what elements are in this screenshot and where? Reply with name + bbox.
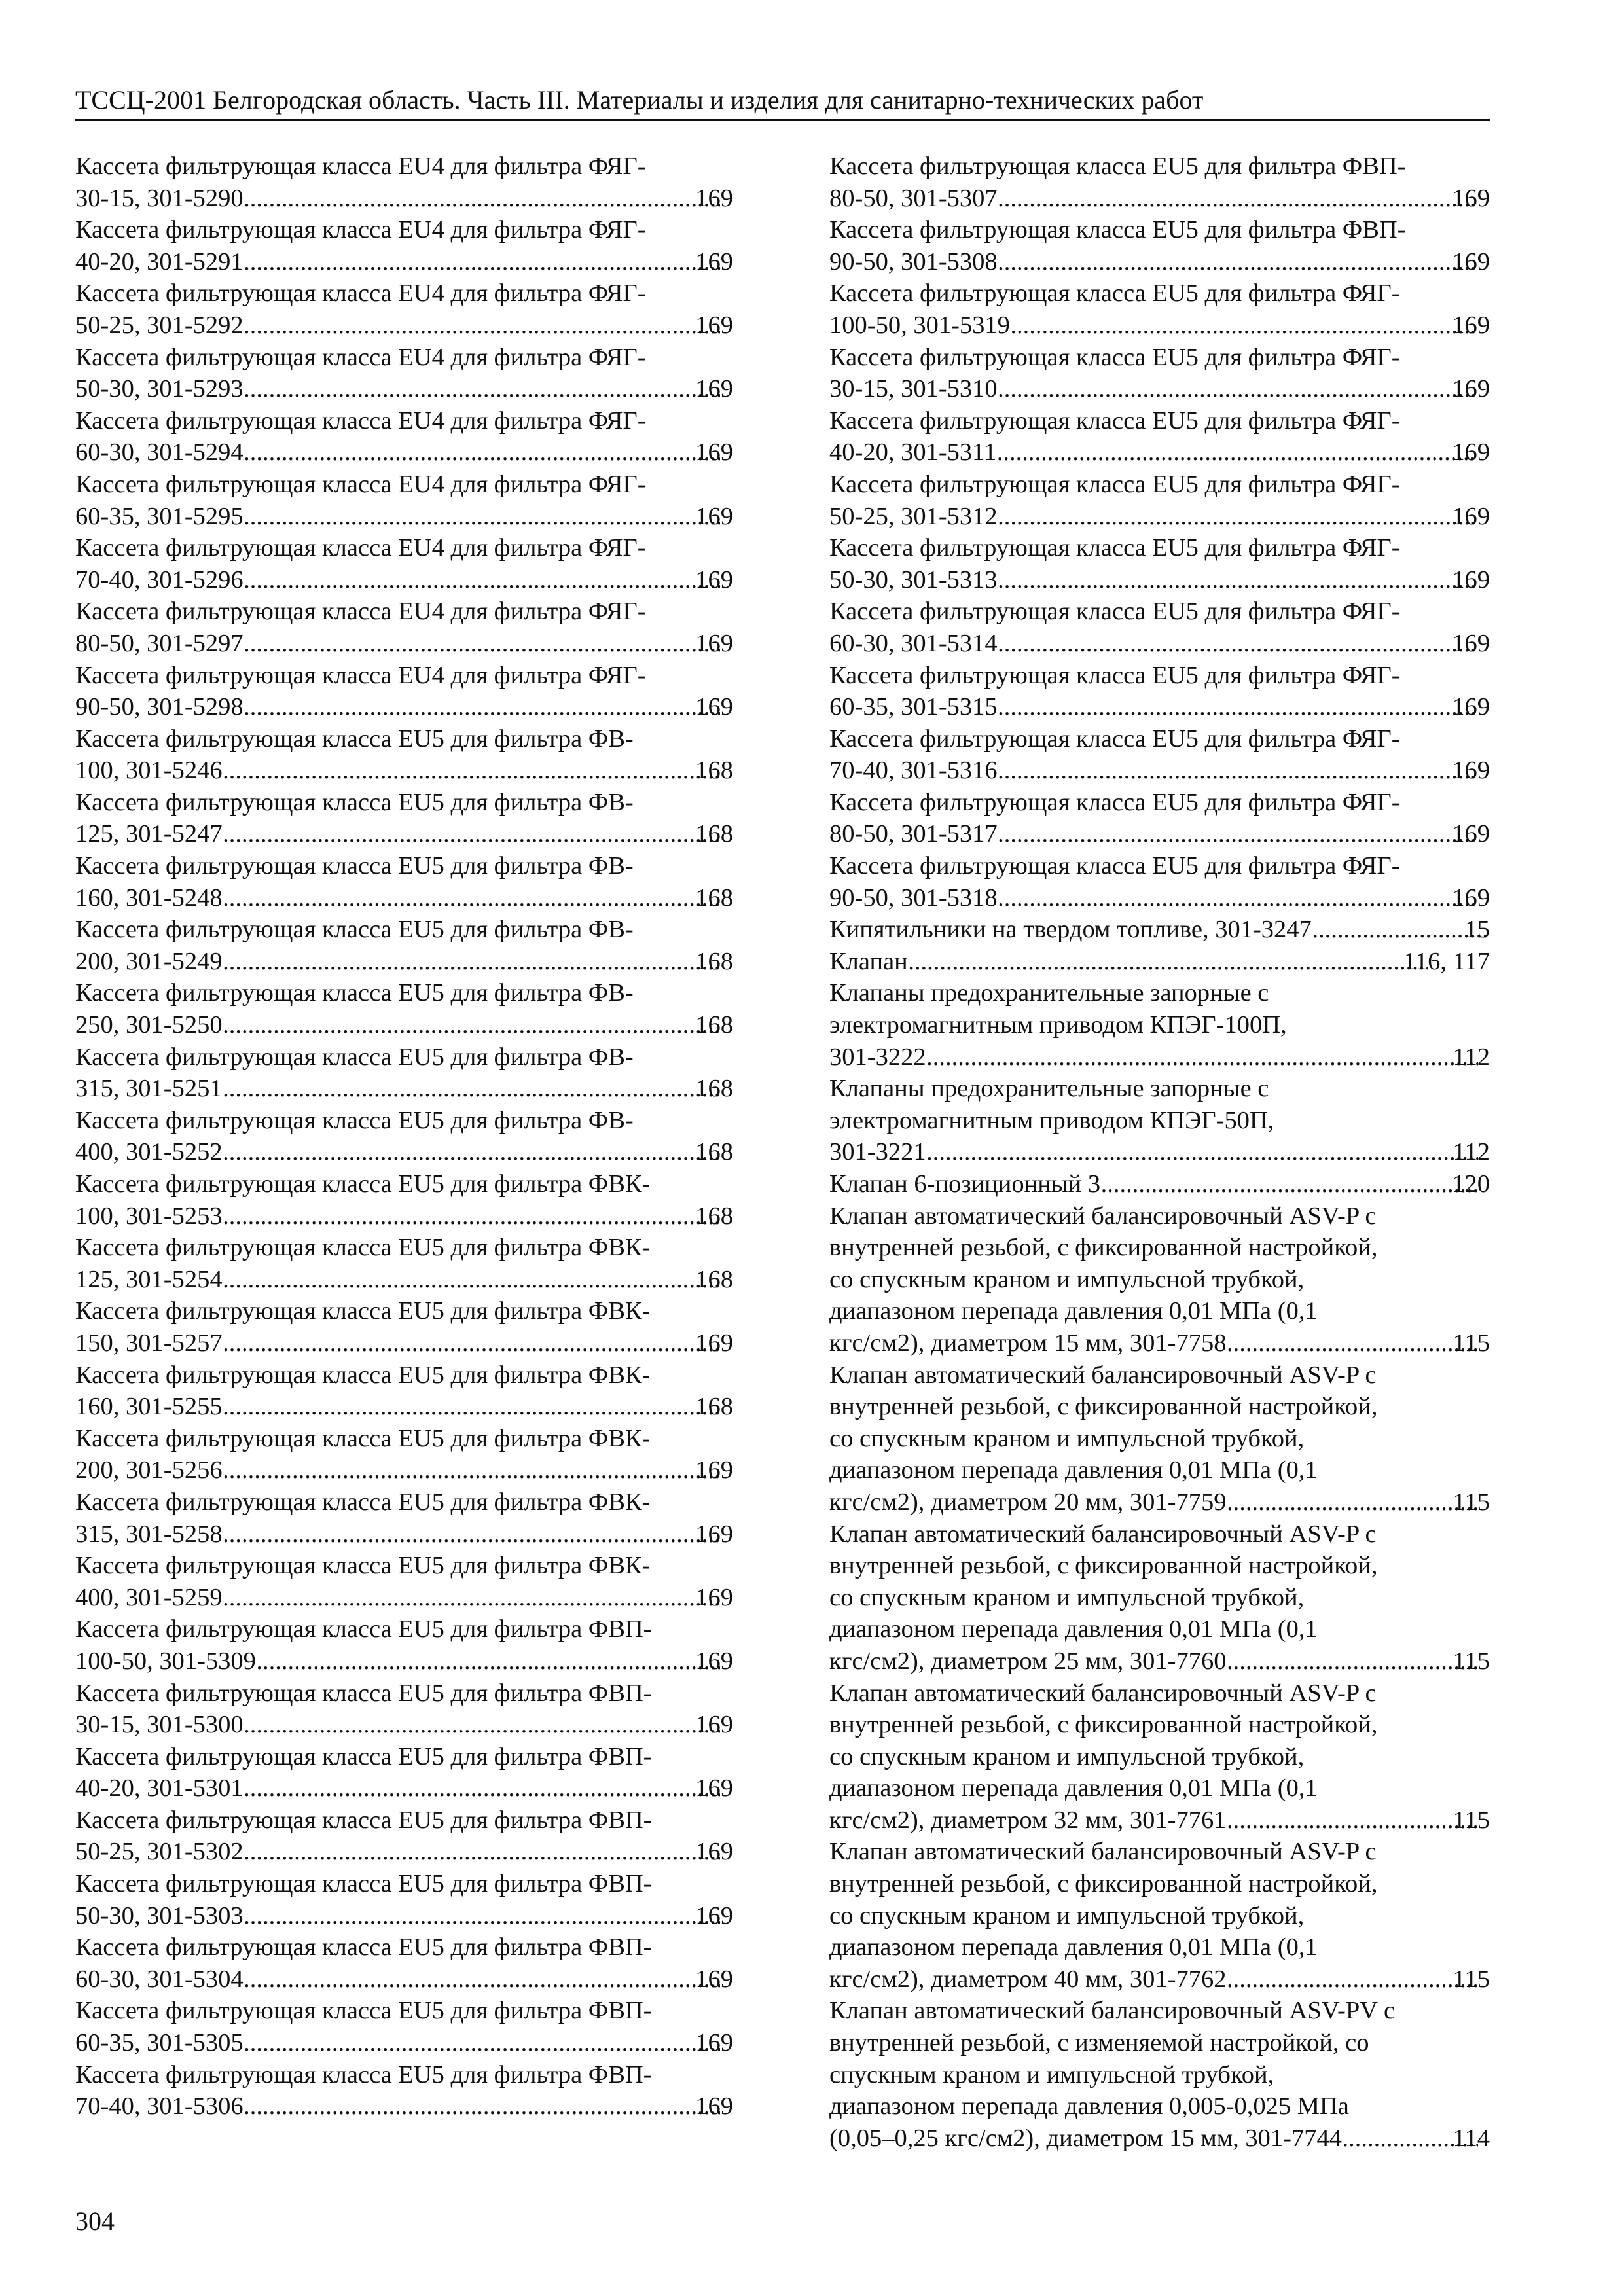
dot-leader <box>223 1264 721 1296</box>
dot-leader <box>998 882 1477 914</box>
entry-text-line: внутренней резьбой, с фиксированной настройкой, <box>829 1552 1378 1580</box>
dot-leader <box>223 946 721 978</box>
entry-text-line: Кассета фильтрующая класса EU5 для фильтра ФВК- <box>75 1361 651 1389</box>
dot-leader <box>244 1964 721 1996</box>
entry-text-line: 80-50, 301-5307 <box>829 184 998 212</box>
entry-text-line: Кассета фильтрующая класса EU5 для фильтра ФЯГ- <box>829 406 1400 435</box>
entry-text-line: Клапан 6-позиционный 3 <box>829 1170 1101 1198</box>
entry-text-line: Клапан автоматический балансировочный ASV-P с <box>829 1520 1377 1548</box>
entry-text-line: Клапан <box>829 947 908 975</box>
dot-leader <box>1010 310 1477 342</box>
index-entry <box>75 1995 733 2058</box>
index-entry <box>829 469 1490 532</box>
dot-leader <box>1227 1964 1478 1996</box>
entry-text-line: Кассета фильтрующая класса EU5 для фильтра ФВП- <box>75 1615 652 1643</box>
index-entry <box>829 946 1490 978</box>
dot-leader <box>223 818 721 850</box>
entry-text-line: 200, 301-5256 <box>75 1456 223 1484</box>
entry-text-line: Клапан автоматический балансировочный ASV-P с <box>829 1202 1377 1230</box>
entry-text-line: диапазоном перепада давления 0,01 МПа (0,1 <box>829 1456 1318 1484</box>
entry-text-line: Кассета фильтрующая класса EU5 для фильтра ФВП- <box>829 216 1406 244</box>
entry-text-line: внутренней резьбой, с фиксированной настройкой, <box>829 1870 1378 1898</box>
entry-text-line: 50-30, 301-5293 <box>75 375 244 403</box>
entry-text-line: Кассета фильтрующая класса EU5 для фильтра ФВК- <box>75 1170 651 1198</box>
page-reference: 169 <box>1452 629 1490 657</box>
index-entry <box>829 787 1490 850</box>
entry-text-line: диапазоном перепада давления 0,01 МПа (0,1 <box>829 1933 1318 1962</box>
entry-text-line: Клапан автоматический балансировочный ASV-PV с <box>829 1997 1396 2025</box>
dot-leader <box>223 1327 721 1359</box>
entry-text-line: со спускным краном и импульсной трубкой, <box>829 1901 1305 1929</box>
dot-leader <box>244 373 721 405</box>
dot-leader <box>223 882 721 914</box>
dot-leader <box>244 1772 721 1804</box>
entry-text-line: Кассета фильтрующая класса EU5 для фильтра ФВП- <box>75 1933 652 1962</box>
index-entry <box>829 1073 1490 1168</box>
entry-text-line: кгс/см2), диаметром 15 мм, 301-7758 <box>829 1329 1227 1357</box>
index-entry <box>75 278 733 341</box>
dot-leader <box>244 501 721 533</box>
entry-text-line: Кассета фильтрующая класса EU4 для фильтра ФЯГ- <box>75 470 646 498</box>
page-reference: 169 <box>695 565 733 594</box>
index-entry <box>829 850 1490 914</box>
page-reference: 115 <box>1453 1488 1490 1516</box>
page-reference: 112 <box>1453 1043 1490 1071</box>
entry-text-line: Кассета фильтрующая класса EU5 для фильтра ФВП- <box>75 1679 652 1707</box>
index-entry <box>75 977 733 1041</box>
entry-text-line: Кассета фильтрующая класса EU5 для фильтра ФВ- <box>75 916 634 944</box>
index-entry <box>75 660 733 723</box>
entry-text-line: Клапаны предохранительные запорные с <box>829 979 1269 1007</box>
entry-text-line: Кассета фильтрующая класса EU5 для фильтра ФВ- <box>75 1043 634 1071</box>
page-reference: 169 <box>1452 375 1490 403</box>
entry-text-line: Кассета фильтрующая класса EU5 для фильтра ФЯГ- <box>829 598 1400 626</box>
dot-leader <box>244 2027 721 2059</box>
page-reference: 168 <box>695 1011 733 1039</box>
entry-text-line: Кассета фильтрующая класса EU5 для фильтра ФВП- <box>75 1742 652 1770</box>
page-reference: 169 <box>695 375 733 403</box>
page-reference: 169 <box>695 1774 733 1803</box>
dot-leader <box>244 1709 721 1741</box>
index-entry <box>75 532 733 596</box>
entry-text-line: 90-50, 301-5318 <box>829 884 998 912</box>
dot-leader <box>998 246 1477 278</box>
page-reference: 112 <box>1453 1138 1490 1166</box>
entry-text-line: 60-30, 301-5314 <box>829 629 998 657</box>
entry-text-line: внутренней резьбой, с фиксированной настройкой, <box>829 1711 1378 1739</box>
page-reference: 168 <box>695 820 733 848</box>
entry-text-line: Кассета фильтрующая класса EU5 для фильтра ФВК- <box>75 1424 651 1452</box>
page-reference: 169 <box>695 439 733 467</box>
dot-leader <box>1227 1327 1478 1359</box>
entry-text-line: 60-35, 301-5305 <box>75 2029 244 2057</box>
entry-text-line: 60-30, 301-5294 <box>75 439 244 467</box>
entry-text-line: Кассета фильтрующая класса EU5 для фильтра ФВК- <box>75 1488 651 1516</box>
entry-text-line: Кассета фильтрующая класса EU5 для фильтра ФЯГ- <box>829 534 1400 562</box>
index-entry <box>829 977 1490 1073</box>
page-reference: 169 <box>695 693 733 721</box>
entry-text-line: Кассета фильтрующая класса EU5 для фильтра ФЯГ- <box>829 788 1400 816</box>
entry-text-line: 50-25, 301-5312 <box>829 502 998 530</box>
index-entry <box>75 1168 733 1232</box>
index-entry <box>75 1486 733 1550</box>
entry-text-line: Кассета фильтрующая класса EU5 для фильтра ФВК- <box>75 1234 651 1262</box>
entry-text-line: 30-15, 301-5310 <box>829 375 998 403</box>
page-reference: 115 <box>1453 1806 1490 1834</box>
entry-text-line: Клапаны предохранительные запорные с <box>829 1075 1269 1103</box>
page-reference: 15 <box>1464 916 1490 944</box>
page-reference: 169 <box>1452 693 1490 721</box>
entry-text-line: Кассета фильтрующая класса EU5 для фильтра ФЯГ- <box>829 279 1400 308</box>
dot-leader <box>926 1136 1478 1168</box>
entry-text-line: диапазоном перепада давления 0,01 МПа (0,1 <box>829 1615 1318 1643</box>
dot-leader <box>998 691 1477 723</box>
entry-text-line: 315, 301-5258 <box>75 1520 223 1548</box>
dot-leader <box>223 1582 721 1614</box>
index-entry <box>829 405 1490 469</box>
entry-text-line: со спускным краном и импульсной трубкой, <box>829 1265 1305 1293</box>
page-reference: 169 <box>695 311 733 339</box>
index-entry <box>829 1995 1490 2154</box>
entry-text-line: 200, 301-5249 <box>75 947 223 975</box>
dot-leader <box>244 691 721 723</box>
index-entry <box>75 151 733 214</box>
index-entry <box>829 1168 1490 1200</box>
page-reference: 169 <box>1452 502 1490 530</box>
index-column-left <box>75 151 733 2123</box>
page-reference: 169 <box>695 1838 733 1866</box>
entry-text-line: 160, 301-5255 <box>75 1393 223 1421</box>
index-entry <box>75 596 733 659</box>
index-entry <box>75 214 733 278</box>
index-entry <box>75 914 733 977</box>
entry-text-line: Кассета фильтрующая класса EU5 для фильтра ФВП- <box>75 2060 652 2089</box>
page-number: 304 <box>75 2206 115 2236</box>
index-entry <box>75 2059 733 2123</box>
entry-text-line: 100-50, 301-5319 <box>829 311 1010 339</box>
page-reference: 115 <box>1453 1329 1490 1357</box>
dot-leader <box>223 1518 721 1551</box>
entry-text-line: 50-30, 301-5303 <box>75 1901 244 1929</box>
entry-text-line: Кассета фильтрующая класса EU5 для фильтра ФВ- <box>75 725 634 753</box>
entry-text-line: 60-35, 301-5315 <box>829 693 998 721</box>
entry-text-line: Кассета фильтрующая класса EU5 для фильтра ФВ- <box>75 788 634 816</box>
dot-leader <box>998 373 1477 405</box>
entry-text-line: 80-50, 301-5317 <box>829 820 998 848</box>
entry-text-line: диапазоном перепада давления 0,01 МПа (0,1 <box>829 1297 1318 1325</box>
dot-leader <box>244 564 721 596</box>
index-entry <box>829 1836 1490 1995</box>
dot-leader <box>223 1200 721 1232</box>
entry-text-line: 125, 301-5247 <box>75 820 223 848</box>
dot-leader <box>998 755 1477 787</box>
dot-leader <box>998 628 1477 660</box>
entry-text-line: электромагнитным приводом КПЭГ-100П, <box>829 1011 1287 1039</box>
page-reference: 169 <box>695 1583 733 1611</box>
index-entry <box>829 914 1490 946</box>
entry-text-line: Кассета фильтрующая класса EU5 для фильтра ФВ- <box>75 1106 634 1134</box>
entry-text-line: 40-20, 301-5291 <box>75 247 244 276</box>
page-reference: 169 <box>1452 311 1490 339</box>
entry-text-line: Кассета фильтрующая класса EU5 для фильтра ФВ- <box>75 979 634 1007</box>
entry-text-line: 315, 301-5251 <box>75 1075 223 1103</box>
entry-text-line: Кассета фильтрующая класса EU5 для фильтра ФВП- <box>75 1870 652 1898</box>
dot-leader <box>1227 1645 1478 1677</box>
running-header: ТССЦ-2001 Белгородская область. Часть III. Материалы и изделия для санитарно-технических работ <box>75 84 1490 121</box>
entry-text-line: 100, 301-5253 <box>75 1202 223 1230</box>
dot-leader <box>244 310 721 342</box>
dot-leader <box>998 818 1477 850</box>
index-entry <box>75 1295 733 1359</box>
page-reference: 168 <box>695 1265 733 1293</box>
page-reference: 169 <box>1452 247 1490 276</box>
entry-text-line: 400, 301-5252 <box>75 1138 223 1166</box>
entry-text-line: Кассета фильтрующая класса EU4 для фильтра ФЯГ- <box>75 598 646 626</box>
page-reference: 169 <box>695 502 733 530</box>
entry-text-line: 60-35, 301-5295 <box>75 502 244 530</box>
dot-leader <box>908 946 1428 978</box>
dot-leader <box>223 755 721 787</box>
dot-leader <box>256 1645 720 1677</box>
page-reference: 168 <box>695 947 733 975</box>
index-entry <box>75 342 733 405</box>
entry-text-line: Кассета фильтрующая класса EU5 для фильтра ФЯГ- <box>829 470 1400 498</box>
entry-text-line: 125, 301-5254 <box>75 1265 223 1293</box>
entry-text-line: кгс/см2), диаметром 25 мм, 301-7760 <box>829 1647 1227 1675</box>
page-reference: 168 <box>695 1393 733 1421</box>
entry-text-line: Кассета фильтрующая класса EU4 для фильтра ФЯГ- <box>75 406 646 435</box>
page-reference: 169 <box>695 1456 733 1484</box>
page-reference: 169 <box>1452 757 1490 785</box>
entry-text-line: внутренней резьбой, с изменяемой настройкой, со <box>829 2029 1369 2057</box>
index-entry <box>75 1804 733 1868</box>
page-reference: 169 <box>695 629 733 657</box>
entry-text-line: Кассета фильтрующая класса EU5 для фильтра ФВ- <box>75 852 634 880</box>
entry-text-line: 70-40, 301-5316 <box>829 757 998 785</box>
page-reference: 169 <box>695 1711 733 1739</box>
index-entry <box>75 1359 733 1423</box>
entry-text-line: 50-30, 301-5313 <box>829 565 998 594</box>
entry-text-line: (0,05–0,25 кгс/см2), диаметром 15 мм, 301-7744 <box>829 2124 1342 2152</box>
entry-text-line: 301-3222 <box>829 1043 926 1071</box>
index-entry <box>829 278 1490 341</box>
entry-text-line: внутренней резьбой, с фиксированной настройкой, <box>829 1234 1378 1262</box>
dot-leader <box>244 246 721 278</box>
dot-leader <box>244 1900 721 1932</box>
entry-text-line: 160, 301-5248 <box>75 884 223 912</box>
page-reference: 169 <box>695 1647 733 1675</box>
page-reference: 168 <box>695 1138 733 1166</box>
entry-text-line: кгс/см2), диаметром 40 мм, 301-7762 <box>829 1965 1227 1993</box>
index-entry <box>75 1423 733 1486</box>
entry-text-line: со спускным краном и импульсной трубкой, <box>829 1742 1305 1770</box>
page-reference: 116, 117 <box>1403 947 1490 975</box>
page-reference: 114 <box>1453 2124 1490 2152</box>
page-reference: 169 <box>1452 884 1490 912</box>
entry-text-line: Клапан автоматический балансировочный ASV-P с <box>829 1838 1377 1866</box>
dot-leader <box>1227 1486 1478 1518</box>
dot-leader <box>244 628 721 660</box>
page-reference: 169 <box>695 2029 733 2057</box>
index-entry <box>829 1200 1490 1359</box>
index-entry <box>829 1518 1490 1677</box>
page-reference: 169 <box>1452 820 1490 848</box>
dot-leader <box>223 1136 721 1168</box>
page-reference: 169 <box>695 1329 733 1357</box>
entry-text-line: Кассета фильтрующая класса EU5 для фильтра ФЯГ- <box>829 852 1400 880</box>
page-reference: 169 <box>695 1520 733 1548</box>
entry-text-line: 301-3221 <box>829 1138 926 1166</box>
page-reference: 168 <box>695 757 733 785</box>
dot-leader <box>223 1454 721 1486</box>
page-reference: 120 <box>1452 1170 1490 1198</box>
entry-text-line: Кассета фильтрующая класса EU5 для фильтра ФЯГ- <box>829 661 1400 689</box>
entry-text-line: электромагнитным приводом КПЭГ-50П, <box>829 1106 1274 1134</box>
entry-text-line: Кассета фильтрующая класса EU4 для фильтра ФЯГ- <box>75 216 646 244</box>
entry-text-line: Кассета фильтрующая класса EU4 для фильтра ФЯГ- <box>75 343 646 371</box>
entry-text-line: 100, 301-5246 <box>75 757 223 785</box>
index-entry <box>75 1677 733 1741</box>
entry-text-line: 250, 301-5250 <box>75 1011 223 1039</box>
page-reference: 168 <box>695 1075 733 1103</box>
index-entry <box>75 1041 733 1105</box>
dot-leader <box>998 183 1477 215</box>
page-reference: 169 <box>1452 184 1490 212</box>
index-entry <box>829 342 1490 405</box>
page-reference: 169 <box>695 184 733 212</box>
index-entry <box>829 151 1490 214</box>
index-entry <box>75 1613 733 1677</box>
entry-text-line: 30-15, 301-5300 <box>75 1711 244 1739</box>
index-entry <box>829 1359 1490 1518</box>
entry-text-line: Кассета фильтрующая класса EU5 для фильтра ФВК- <box>75 1552 651 1580</box>
page-reference: 169 <box>695 1965 733 1993</box>
entry-text-line: со спускным краном и импульсной трубкой, <box>829 1583 1305 1611</box>
index-entry <box>75 850 733 914</box>
entry-text-line: 70-40, 301-5296 <box>75 565 244 594</box>
entry-text-line: Кассета фильтрующая класса EU4 для фильтра ФЯГ- <box>75 279 646 308</box>
entry-text-line: Кассета фильтрующая класса EU5 для фильтра ФВП- <box>75 1806 652 1834</box>
page-reference: 169 <box>695 247 733 276</box>
index-entry <box>75 1931 733 1995</box>
index-entry <box>75 1868 733 1931</box>
page-reference: 115 <box>1453 1965 1490 1993</box>
dot-leader <box>1312 914 1490 946</box>
entry-text-line: 60-30, 301-5304 <box>75 1965 244 1993</box>
index-entry <box>75 469 733 532</box>
entry-text-line: 150, 301-5257 <box>75 1329 223 1357</box>
page-reference: 115 <box>1453 1647 1490 1675</box>
entry-text-line: спускным краном и импульсной трубкой, <box>829 2060 1274 2089</box>
entry-text-line: 90-50, 301-5298 <box>75 693 244 721</box>
page-reference: 169 <box>695 1901 733 1929</box>
entry-text-line: кгс/см2), диаметром 20 мм, 301-7759 <box>829 1488 1227 1516</box>
index-entry <box>75 787 733 850</box>
page-reference: 169 <box>695 2092 733 2121</box>
index-column-right <box>829 151 1490 2154</box>
index-entry <box>829 596 1490 659</box>
dot-leader <box>998 564 1477 596</box>
entry-text-line: кгс/см2), диаметром 32 мм, 301-7761 <box>829 1806 1227 1834</box>
index-entry <box>75 1105 733 1168</box>
entry-text-line: диапазоном перепада давления 0,005-0,025 МПа <box>829 2092 1349 2121</box>
entry-text-line: со спускным краном и импульсной трубкой, <box>829 1424 1305 1452</box>
dot-leader <box>244 2090 721 2123</box>
page-reference: 169 <box>1452 439 1490 467</box>
page-reference: 168 <box>695 1202 733 1230</box>
dot-leader <box>1100 1168 1477 1200</box>
index-entry <box>829 214 1490 278</box>
entry-text-line: Кассета фильтрующая класса EU4 для фильтра ФЯГ- <box>75 152 646 180</box>
entry-text-line: 50-25, 301-5292 <box>75 311 244 339</box>
index-entry <box>75 1550 733 1613</box>
dot-leader <box>996 437 1477 469</box>
page-reference: 168 <box>695 884 733 912</box>
entry-text-line: 100-50, 301-5309 <box>75 1647 256 1675</box>
entry-text-line: Кассета фильтрующая класса EU5 для фильтра ФЯГ- <box>829 725 1400 753</box>
dot-leader <box>1227 1804 1478 1837</box>
entry-text-line: Кассета фильтрующая класса EU5 для фильтра ФВП- <box>75 1997 652 2025</box>
index-entry <box>75 1232 733 1295</box>
dot-leader <box>223 1391 721 1423</box>
entry-text-line: внутренней резьбой, с фиксированной настройкой, <box>829 1393 1378 1421</box>
entry-text-line: Кассета фильтрующая класса EU5 для фильтра ФЯГ- <box>829 343 1400 371</box>
entry-text-line: 30-15, 301-5290 <box>75 184 244 212</box>
page-reference: 169 <box>1452 565 1490 594</box>
index-entry <box>75 405 733 469</box>
entry-text-line: Кассета фильтрующая класса EU5 для фильтра ФВП- <box>829 152 1406 180</box>
index-entry <box>75 1741 733 1804</box>
index-entry <box>829 660 1490 723</box>
index-entry <box>829 723 1490 787</box>
entry-text-line: 400, 301-5259 <box>75 1583 223 1611</box>
dot-leader <box>998 501 1477 533</box>
dot-leader <box>244 437 721 469</box>
dot-leader <box>223 1009 721 1041</box>
entry-text-line: Кипятильники на твердом топливе, 301-3247 <box>829 916 1312 944</box>
entry-text-line: Клапан автоматический балансировочный ASV-P с <box>829 1361 1377 1389</box>
entry-text-line: Кассета фильтрующая класса EU4 для фильтра ФЯГ- <box>75 661 646 689</box>
entry-text-line: 90-50, 301-5308 <box>829 247 998 276</box>
entry-text-line: 40-20, 301-5311 <box>829 439 997 467</box>
dot-leader <box>926 1041 1478 1073</box>
dot-leader <box>223 1073 721 1105</box>
entry-text-line: 40-20, 301-5301 <box>75 1774 244 1803</box>
index-entry <box>829 1677 1490 1837</box>
index-entry <box>829 532 1490 596</box>
entry-text-line: 50-25, 301-5302 <box>75 1838 244 1866</box>
entry-text-line: 80-50, 301-5297 <box>75 629 244 657</box>
index-entry <box>75 723 733 787</box>
entry-text-line: Клапан автоматический балансировочный ASV-P с <box>829 1679 1377 1707</box>
entry-text-line: Кассета фильтрующая класса EU4 для фильтра ФЯГ- <box>75 534 646 562</box>
dot-leader <box>244 1836 721 1868</box>
entry-text-line: Кассета фильтрующая класса EU5 для фильтра ФВК- <box>75 1297 651 1325</box>
dot-leader <box>244 183 721 215</box>
entry-text-line: диапазоном перепада давления 0,01 МПа (0,1 <box>829 1774 1318 1803</box>
entry-text-line: 70-40, 301-5306 <box>75 2092 244 2121</box>
